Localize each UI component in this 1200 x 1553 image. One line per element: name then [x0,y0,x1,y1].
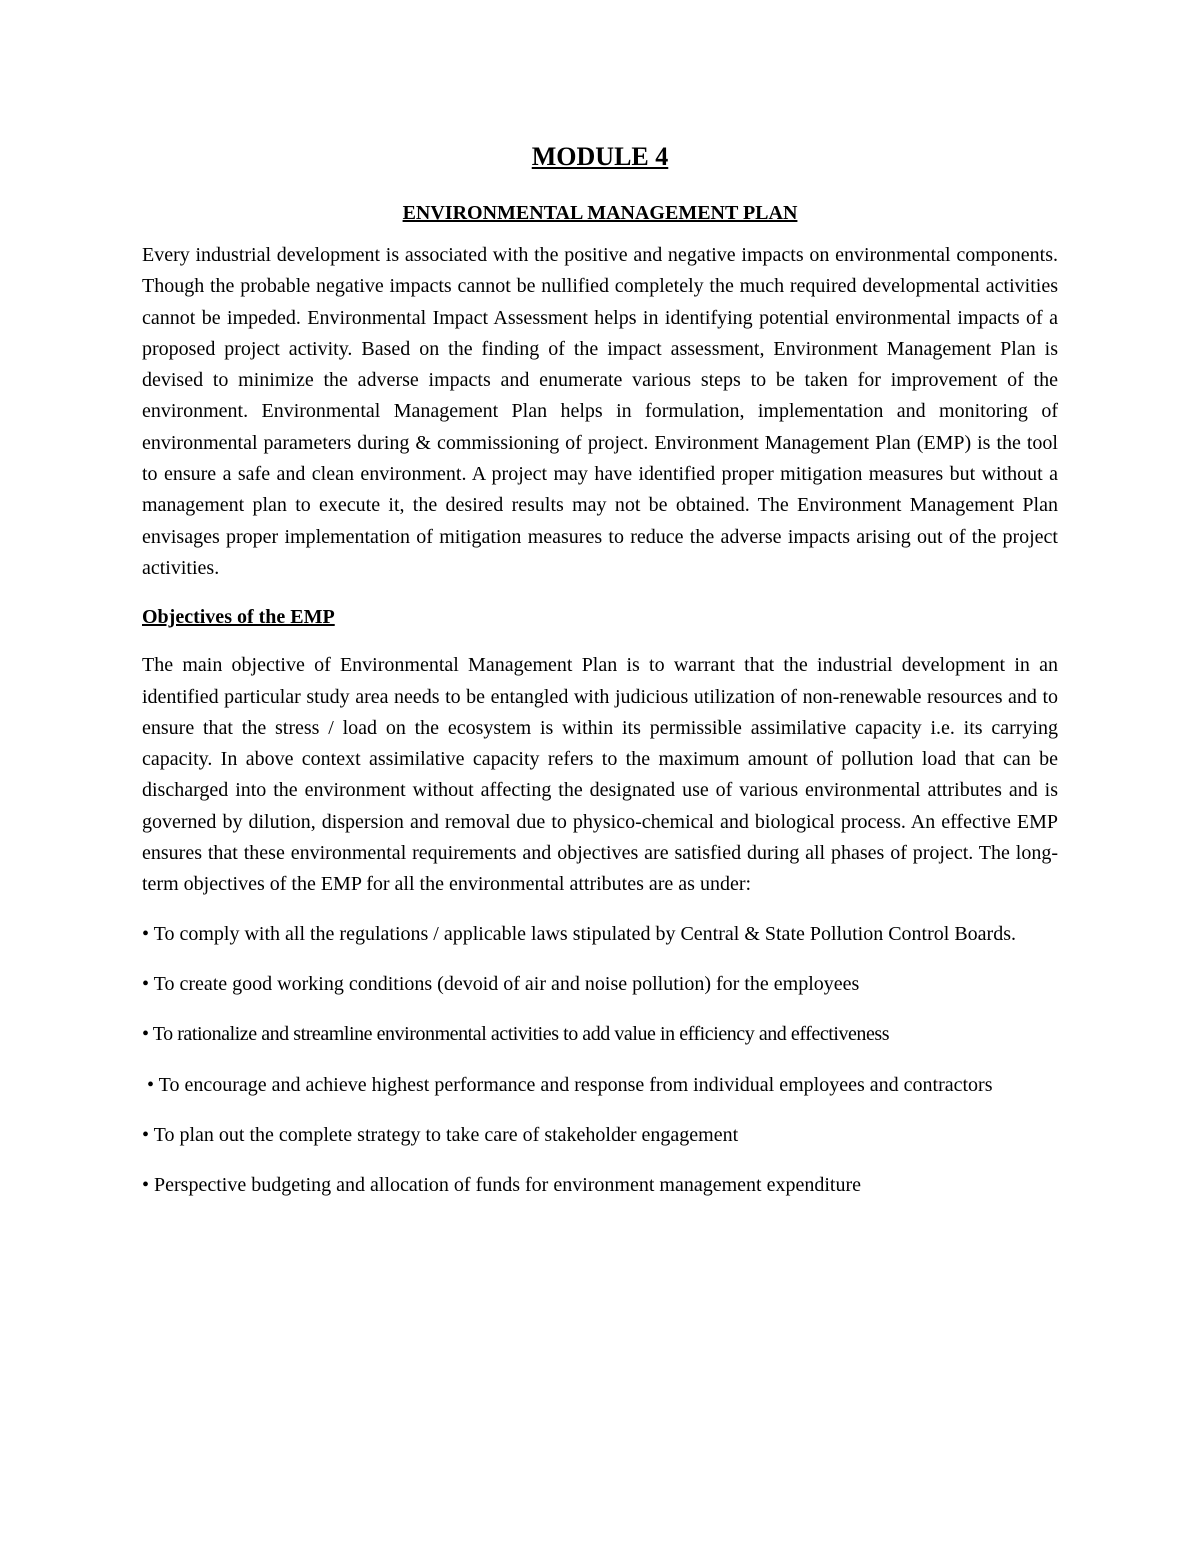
objective-bullet-rationalize: • To rationalize and streamline environmental activities to add value in efficiency and effectiveness [142,1023,890,1046]
objective-bullet-stakeholder: • To plan out the complete strategy to take care of stakeholder engagement [142,1123,739,1146]
objective-bullet-encourage: • To encourage and achieve highest performance and response from individual employees and contractors [147,1073,993,1096]
document-page [142,140,1058,1220]
intro-paragraph: Every industrial development is associated with the positive and negative impacts on environmental components. Though the probable negative impacts cannot be nullified completely the much required developmental activities cannot be impeded. Environmental Impact Assessment helps in identifying potential environmental impacts of a proposed project activity. Based on the finding of the impact assessment, Environment Management Plan is devised to minimize the adverse impacts and enumerate various steps to be taken for improvement of the environment. Environmental Management Plan helps in formulation, implementation and monitoring of environmental parameters during & commissioning of project. Environment Management Plan (EMP) is the tool to ensure a safe and clean environment. A project may have identified proper mitigation measures but without a management plan to execute it, the desired results may not be obtained. The Environment Management Plan envisages proper implementation of mitigation measures to reduce the adverse impacts arising out of the project activities. [142,244,1058,579]
objective-bullet-working-conditions: • To create good working conditions (devoid of air and noise pollution) for the employees [142,972,860,995]
module-title: MODULE 4 [531,142,669,171]
objective-bullet-comply: • To comply with all the regulations / applicable laws stipulated by Central & State Pollution Control Boards. [142,922,1016,945]
objective-bullet-budgeting: • Perspective budgeting and allocation of funds for environment management expenditure [142,1174,862,1197]
objectives-heading: Objectives of the EMP [142,606,335,629]
plan-title: ENVIRONMENTAL MANAGEMENT PLAN [402,202,798,224]
objectives-paragraph: The main objective of Environmental Management Plan is to warrant that the industrial development in an identified particular study area needs to be entangled with judicious utilization of non-renewable resources and to ensure that the stress / load on the ecosystem is within its permissible assimilative capacity i.e. its carrying capacity. In above context assimilative capacity refers to the maximum amount of pollution load that can be discharged into the environment without affecting the designated use of various environmental attributes and is governed by dilution, dispersion and removal due to physico-chemical and biological process. An effective EMP ensures that these environmental requirements and objectives are satisfied during all phases of project. The long-term objectives of the EMP for all the environmental attributes are as under: [142,654,1058,896]
